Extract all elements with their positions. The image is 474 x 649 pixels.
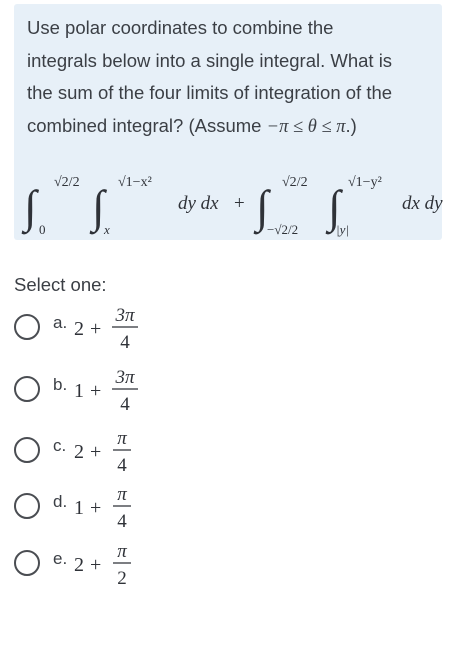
inner-lower-limit-1: x <box>104 222 110 237</box>
question-text <box>27 12 437 143</box>
outer-lower-limit-1: 0 <box>39 222 46 237</box>
answer-whole: 1 <box>74 380 84 402</box>
question-line-1: Use polar coordinates to combine the <box>27 17 334 38</box>
answer-denominator: 4 <box>117 455 127 476</box>
answer-denominator: 4 <box>117 511 127 532</box>
outer-upper-limit-2: √2/2 <box>282 175 308 190</box>
question-line-4-prefix: combined integral? (Assume <box>27 114 267 136</box>
answer-whole: 2 <box>74 318 84 340</box>
integral-sign: ∫ <box>24 181 37 232</box>
outer-upper-limit-1: √2/2 <box>54 175 80 190</box>
radio-button[interactable] <box>14 550 40 576</box>
answer-whole: 1 <box>74 497 84 519</box>
question-line-4 <box>27 110 437 144</box>
answer-operator: + <box>90 441 102 463</box>
radio-button[interactable] <box>14 437 40 463</box>
question-line-4-suffix: .) <box>345 114 357 136</box>
option-answer <box>70 356 180 422</box>
answer-whole: 2 <box>74 554 84 576</box>
radio-button[interactable] <box>14 493 40 519</box>
plus-sign: + <box>234 193 245 214</box>
option-answer <box>70 530 180 596</box>
option-letter: d. <box>53 492 68 511</box>
answer-numerator: 3π <box>115 367 135 388</box>
question-line-3: the sum of the four limits of integration of the <box>27 82 393 103</box>
option-answer <box>70 294 180 360</box>
differentials-1: dy dx <box>178 193 219 214</box>
answer-numerator: π <box>117 484 127 505</box>
integral-expression <box>14 160 458 240</box>
option-a[interactable] <box>14 305 214 358</box>
option-letter: c. <box>53 436 67 455</box>
select-one-label: Select one: <box>14 274 107 295</box>
option-e[interactable] <box>14 541 214 594</box>
option-letter: b. <box>53 375 68 394</box>
answer-numerator: π <box>117 541 127 562</box>
inner-lower-limit-2: |y| <box>336 222 349 237</box>
integral-sign: ∫ <box>328 181 341 232</box>
answer-operator: + <box>90 497 102 519</box>
answer-operator: + <box>90 318 102 340</box>
radio-button[interactable] <box>14 376 40 402</box>
inner-upper-limit-2: √1−y² <box>348 175 382 190</box>
answer-denominator: 4 <box>120 394 130 415</box>
radio-button[interactable] <box>14 314 40 340</box>
differentials-2: dx dy <box>402 193 443 214</box>
answer-numerator: π <box>117 428 127 449</box>
inner-upper-limit-1: √1−x² <box>118 175 152 190</box>
theta-range: −π ≤ θ ≤ π <box>266 116 346 137</box>
answer-denominator: 4 <box>120 332 130 353</box>
answer-operator: + <box>90 554 102 576</box>
answer-operator: + <box>90 380 102 402</box>
outer-lower-limit-2: −√2/2 <box>267 222 299 237</box>
option-letter: e. <box>53 549 68 568</box>
answer-whole: 2 <box>74 441 84 463</box>
integral-sign: ∫ <box>92 181 105 232</box>
option-letter: a. <box>53 313 68 332</box>
question-line-2: integrals below into a single integral. What is <box>27 49 393 71</box>
answer-denominator: 2 <box>117 568 127 589</box>
integral-sign: ∫ <box>256 181 269 232</box>
option-b[interactable] <box>14 367 214 420</box>
answer-numerator: 3π <box>115 305 135 326</box>
